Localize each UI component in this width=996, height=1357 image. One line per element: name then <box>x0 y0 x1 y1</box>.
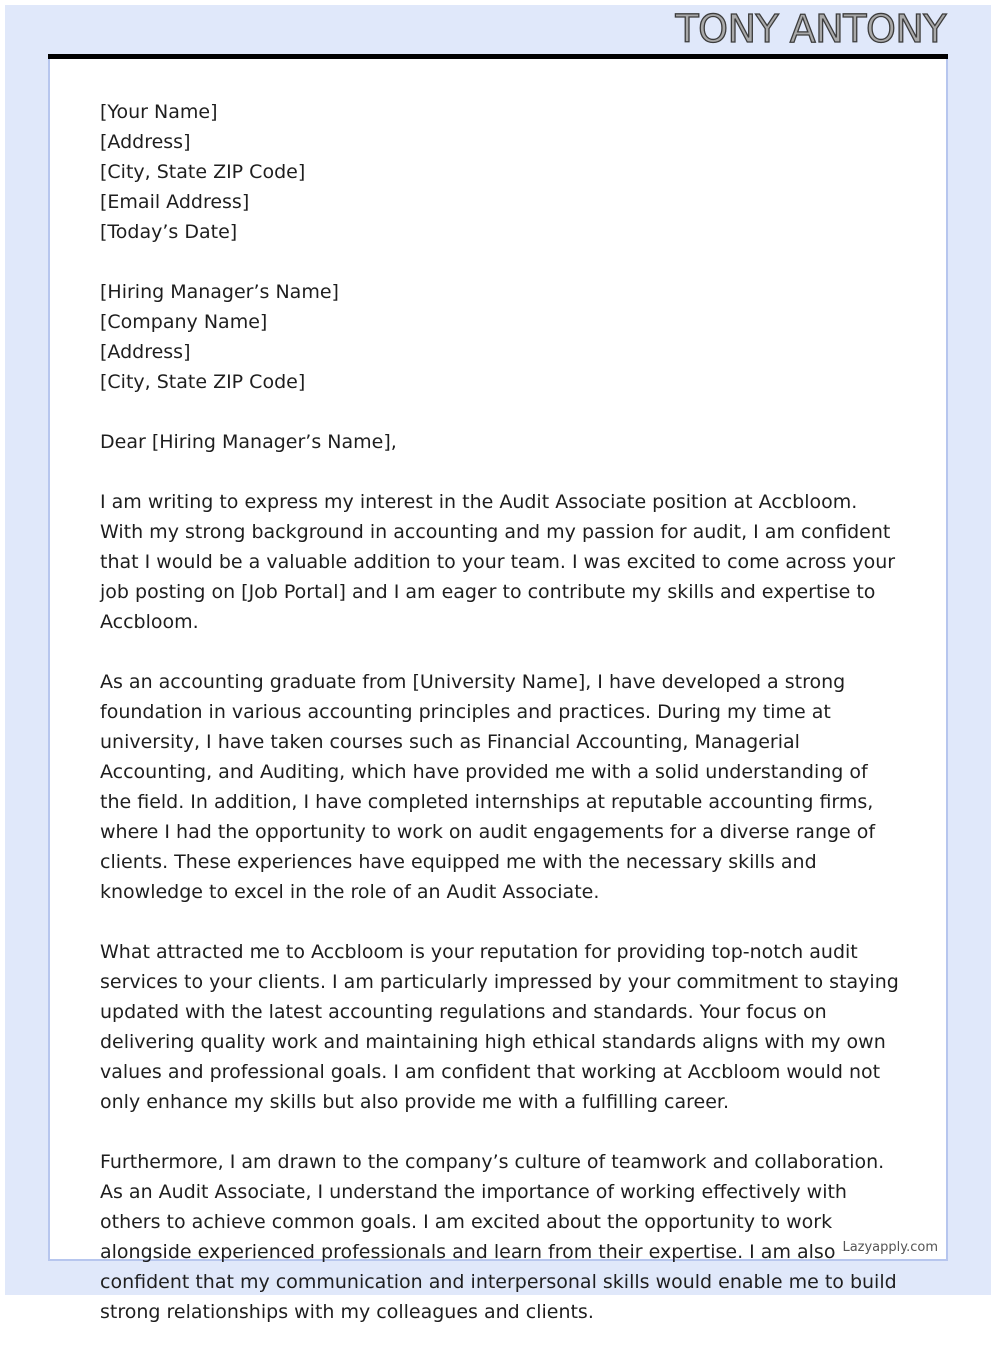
paragraph-3: What attracted me to Accbloom is your reputation for providing top-notch audit services to your clients. I am particularly impressed by your commitment to staying updated with the latest accounting regulations and standards. Your focus on delivering quality work and maintaining high ethical standards aligns with my own values and professional goals. I am confident that working at Accbloom would not only enhance my skills but also provide me with a fulfilling career. <box>100 941 899 1113</box>
letter-content <box>100 97 900 1357</box>
sender-date: [Today’s Date] <box>100 221 238 243</box>
recipient-city: [City, State ZIP Code] <box>100 371 306 393</box>
spacer <box>100 397 900 427</box>
letter-page <box>48 59 948 1323</box>
recipient-address: [Address] <box>100 341 191 363</box>
header-name: TONY ANTONY <box>675 7 946 51</box>
sender-block <box>100 97 900 247</box>
recipient-name: [Hiring Manager’s Name] <box>100 281 339 303</box>
sender-city: [City, State ZIP Code] <box>100 161 306 183</box>
sender-email: [Email Address] <box>100 191 250 213</box>
paragraph-2: As an accounting graduate from [University Name], I have developed a strong foundation in various accounting principles and practices. During my time at university, I have taken courses such as Financial Accounting, Managerial Accounting, and Auditing, which have provided me with a solid understanding of the field. In addition, I have completed internships at reputable accounting firms, where I had the opportunity to work on audit engagements for a diverse range of clients. These experiences have equipped me with the necessary skills and knowledge to excel in the role of an Audit Associate. <box>100 671 876 903</box>
sender-address: [Address] <box>100 131 191 153</box>
spacer <box>100 247 900 277</box>
salutation: Dear [Hiring Manager’s Name], <box>100 431 397 453</box>
sender-name: [Your Name] <box>100 101 218 123</box>
recipient-company: [Company Name] <box>100 311 268 333</box>
paragraph-4: Furthermore, I am drawn to the company’s culture of teamwork and collaboration. As an Audit Associate, I understand the importance of working effectively with others to achieve common goals. I am excited about the opportunity to work alongside experienced professionals and learn from their expertise. I am also confident that my communication and interpersonal skills would enable me to build strong relationships with my colleagues and clients. <box>100 1151 897 1323</box>
paragraph-1: I am writing to express my interest in the Audit Associate position at Accbloom. With my strong background in accounting and my passion for audit, I am confident that I would be a valuable addition to your team. I was excited to come across your job posting on [Job Portal] and I am eager to contribute my skills and expertise to Accbloom. <box>100 491 896 633</box>
watermark: Lazyapply.com <box>842 1240 938 1255</box>
recipient-block <box>100 277 900 397</box>
